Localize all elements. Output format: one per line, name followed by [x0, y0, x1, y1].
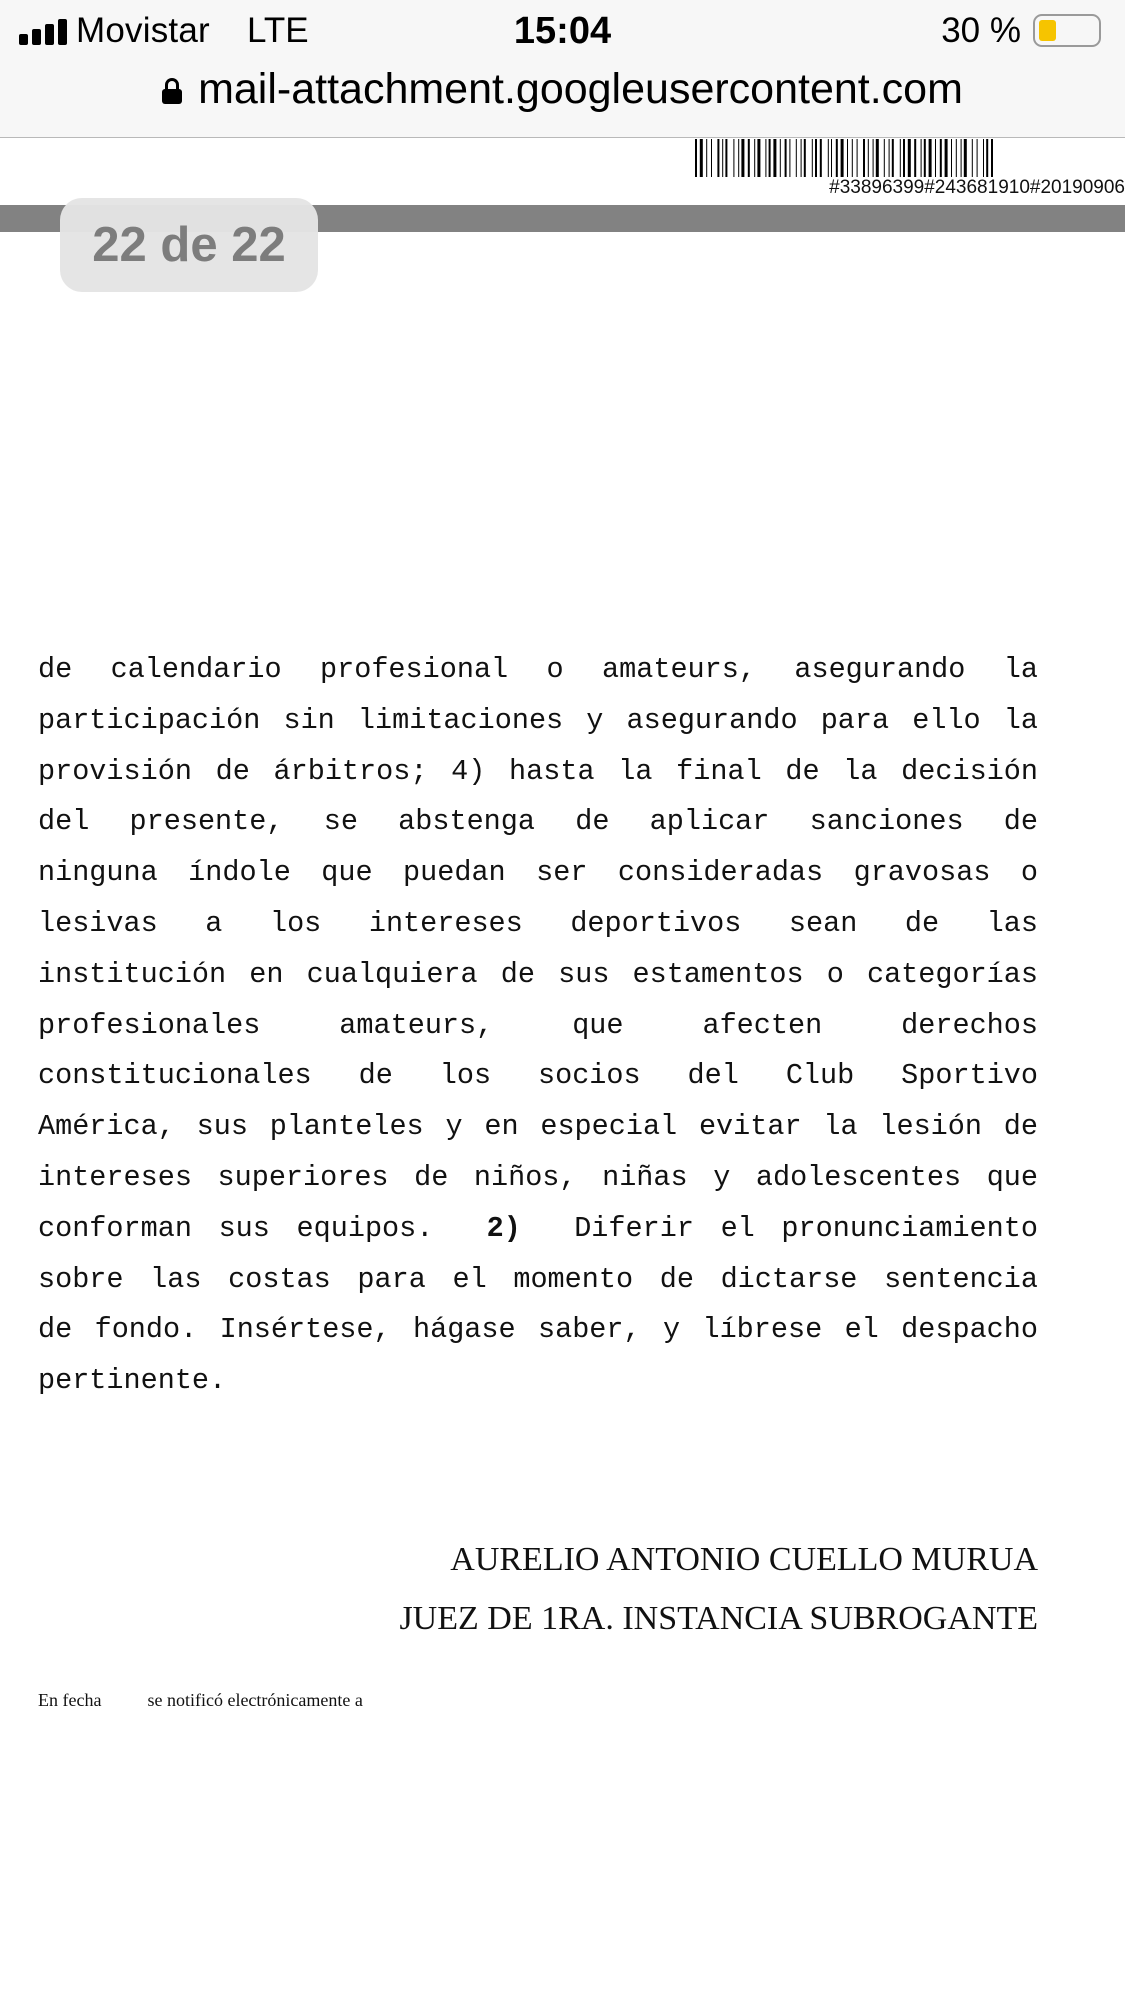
document-line: sobre las costas para el momento de dictarse sentencia	[38, 1262, 1038, 1296]
page-indicator	[60, 198, 318, 292]
notice-label: En fecha	[38, 1690, 102, 1710]
document-line: América, sus planteles y en especial evitar la lesión de	[38, 1110, 1038, 1144]
carrier-name: Movistar	[76, 11, 210, 50]
document-line: pertinente.	[38, 1364, 227, 1398]
barcode-number: #33896399#243681910#20190906	[829, 177, 1125, 198]
notice-text: se notificó electrónicamente a	[147, 1690, 363, 1710]
document-text: conforman sus equipos.	[38, 1211, 434, 1245]
document-text: Diferir el pronunciamiento	[574, 1211, 1038, 1245]
battery-percent: 30 %	[941, 11, 1021, 50]
document-line: constitucionales de los socios del Club Sportivo	[38, 1059, 1038, 1093]
page-indicator-label: 22 de 22	[92, 218, 286, 272]
signer-title: JUEZ DE 1RA. INSTANCIA SUBROGANTE	[399, 1600, 1038, 1637]
battery-tip	[1033, 14, 1101, 47]
signature-block	[399, 1530, 1038, 1648]
network-type: LTE	[247, 11, 309, 50]
document-line: ninguna índole que puedan ser consideradas gravosas o	[38, 856, 1038, 890]
page-header	[0, 139, 1125, 205]
status-bar	[0, 0, 1125, 62]
browser-top-bar	[0, 0, 1125, 138]
document-line: provisión de árbitros; 4) hasta la final de la decisión	[38, 754, 1038, 788]
document-line: intereses superiores de niños, niñas y adolescentes que	[38, 1160, 1038, 1194]
document-line	[38, 1204, 1038, 1255]
document-line: profesionales amateurs, que afecten derechos	[38, 1008, 1038, 1042]
document-line: institución en cualquiera de sus estamentos o categorías	[38, 957, 1038, 991]
document-line: de fondo. Insértese, hágase saber, y líbrese el despacho	[38, 1313, 1038, 1347]
document-line: del presente, se abstenga de aplicar sanciones de	[38, 805, 1038, 839]
document-line: de calendario profesional o amateurs, asegurando la	[38, 653, 1038, 686]
barcode	[695, 139, 1125, 177]
signer-name: AURELIO ANTONIO CUELLO MURUA	[450, 1541, 1038, 1578]
url-bar[interactable]	[0, 60, 1125, 118]
document-line: lesivas a los intereses deportivos sean de las	[38, 906, 1038, 940]
notification-note	[38, 1688, 363, 1712]
lock-icon	[162, 78, 182, 104]
document-line: participación sin limitaciones y asegurando para ello la	[38, 703, 1038, 737]
item-number: 2)	[486, 1211, 521, 1245]
url-text[interactable]: mail-attachment.googleusercontent.com	[198, 65, 963, 113]
status-clock: 15:04	[513, 10, 612, 52]
document-body	[38, 645, 1038, 1407]
